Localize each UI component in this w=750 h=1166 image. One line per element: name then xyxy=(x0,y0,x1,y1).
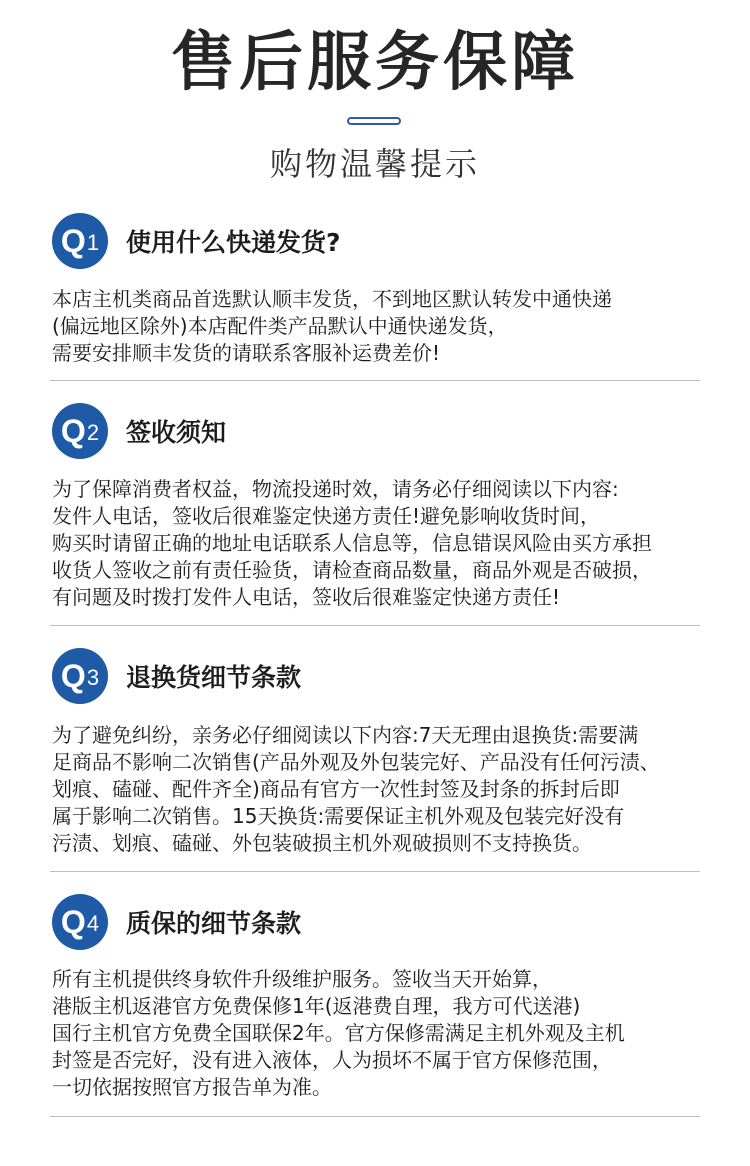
q4-badge-number: 4 xyxy=(86,911,100,936)
q2-line: 购买时请留正确的地址电话联系人信息等，信息错误风险由买方承担 xyxy=(52,531,652,555)
q3-body xyxy=(52,722,712,857)
q4-heading: 质保的细节条款 xyxy=(126,909,302,938)
q2-body xyxy=(52,476,712,611)
q3-heading: 退换货细节条款 xyxy=(126,663,302,692)
q4-line: 一切依据按照官方报告单为准。 xyxy=(52,1075,332,1099)
q4-badge-letter: Q xyxy=(60,904,86,940)
q1-line: 需要安排顺丰发货的请联系客服补运费差价! xyxy=(52,341,441,365)
q4-body xyxy=(52,966,712,1101)
page-subtitle: 购物温馨提示 xyxy=(269,145,480,183)
q1-body xyxy=(52,286,712,367)
q2-line: 有问题及时拨打发件人电话，签收后很难鉴定快递方责任! xyxy=(52,585,561,609)
q3-badge xyxy=(52,648,108,704)
q2-heading: 签收须知 xyxy=(126,418,227,447)
q4-line: 封签是否完好，没有进入液体，人为损坏不属于官方保修范围， xyxy=(52,1048,612,1072)
q1-line: 本店主机类商品首选默认顺丰发货，不到地区默认转发中通快递 xyxy=(52,287,612,311)
q4-line: 港版主机返港官方免费保修1年(返港费自理，我方可代送港) xyxy=(52,994,581,1018)
q1-heading: 使用什么快递发货? xyxy=(126,228,341,257)
q1-line: (偏远地区除外)本店配件类产品默认中通快递发货， xyxy=(52,314,508,338)
q2-badge xyxy=(52,403,108,459)
section-divider xyxy=(50,380,700,381)
q3-line: 为了避免纠纷，亲务必仔细阅读以下内容:7天无理由退换货:需要满 xyxy=(52,723,639,747)
section-divider xyxy=(50,625,700,626)
q3-badge-letter: Q xyxy=(60,658,86,694)
q2-line: 收货人签收之前有责任验货，请检查商品数量，商品外观是否破损， xyxy=(52,558,652,582)
q2-line: 为了保障消费者权益，物流投递时效，请务必仔细阅读以下内容: xyxy=(52,477,619,501)
q3-line: 足商品不影响二次销售(产品外观及外包装完好、产品没有任何污渍、 xyxy=(52,750,660,774)
q2-badge-number: 2 xyxy=(86,420,100,445)
q3-line: 属于影响二次销售。15天换货:需要保证主机外观及包装完好没有 xyxy=(52,804,625,828)
q1-badge xyxy=(52,213,108,269)
q2-line: 发件人电话，签收后很难鉴定快递方责任!避免影响收货时间， xyxy=(52,504,601,528)
q4-badge xyxy=(52,894,108,950)
q4-line: 所有主机提供终身软件升级维护服务。签收当天开始算， xyxy=(52,967,552,991)
section-divider xyxy=(50,1116,700,1117)
q3-line: 划痕、磕碰、配件齐全)商品有官方一次性封签及封条的拆封后即 xyxy=(52,777,620,801)
q3-badge-number: 3 xyxy=(86,665,100,690)
q3-line: 污渍、划痕、磕碰、外包装破损主机外观破损则不支持换货。 xyxy=(52,831,592,855)
q1-badge-letter: Q xyxy=(60,223,86,259)
section-divider xyxy=(50,871,700,872)
q1-badge-number: 1 xyxy=(86,230,100,255)
q2-badge-letter: Q xyxy=(60,413,86,449)
q4-line: 国行主机官方免费全国联保2年。官方保修需满足主机外观及主机 xyxy=(52,1021,625,1045)
title-decoration xyxy=(347,117,401,125)
page-title: 售后服务保障 xyxy=(171,26,579,100)
